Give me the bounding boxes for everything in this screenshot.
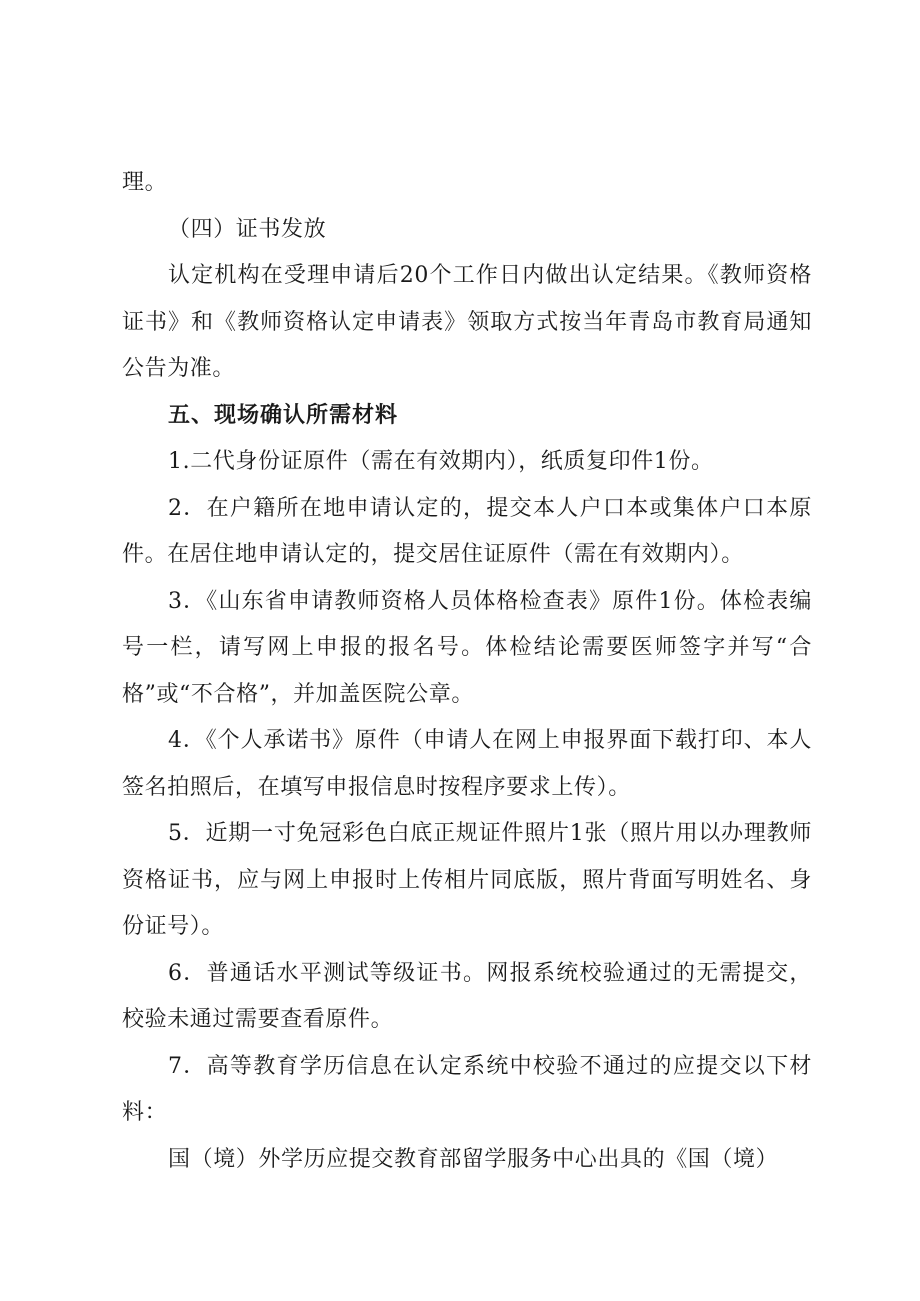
section-subheading-certificate-issuance: （四）证书发放 <box>168 216 327 242</box>
list-item-2: 2．在户籍所在地申请认定的，提交本人户口本或集体户口本原件。在居住地申请认定的，提交居住证原件（需在有效期内）。 <box>122 495 812 567</box>
continued-paragraph: 理。 <box>122 170 168 195</box>
document-body <box>122 160 812 1183</box>
paragraph-foreign-degree: 国（境）外学历应提交教育部留学服务中心出具的《国（境） <box>168 1146 779 1172</box>
list-item-3: 3．《山东省申请教师资格人员体格检查表》原件1份。体检表编号一栏，请写网上申报的报名号。体检结论需要医师签字并写“合格”或“不合格”，并加盖医院公章。 <box>122 588 812 707</box>
paragraph-certification-result: 认定机构在受理申请后20个工作日内做出认定结果。《教师资格证书》和《教师资格认定申请表》领取方式按当年青岛市教育局通知公告为准。 <box>122 263 812 381</box>
list-item-1: 1.二代身份证原件（需在有效期内），纸质复印件1份。 <box>168 449 714 474</box>
list-item-4: 4．《个人承诺书》原件（申请人在网上申报界面下载打印、本人签名拍照后，在填写申报信息时按程序要求上传）。 <box>122 728 812 800</box>
section-heading-required-materials: 五、现场确认所需材料 <box>168 402 399 428</box>
list-item-5: 5．近期一寸免冠彩色白底正规证件照片1张（照片用以办理教师资格证书，应与网上申报时上传相片同底版，照片背面写明姓名、身份证号）。 <box>122 821 812 939</box>
list-item-7: 7．高等教育学历信息在认定系统中校验不通过的应提交以下材料： <box>122 1053 812 1125</box>
list-item-6: 6．普通话水平测试等级证书。网报系统校验通过的无需提交，校验未通过需要查看原件。 <box>122 960 812 1032</box>
